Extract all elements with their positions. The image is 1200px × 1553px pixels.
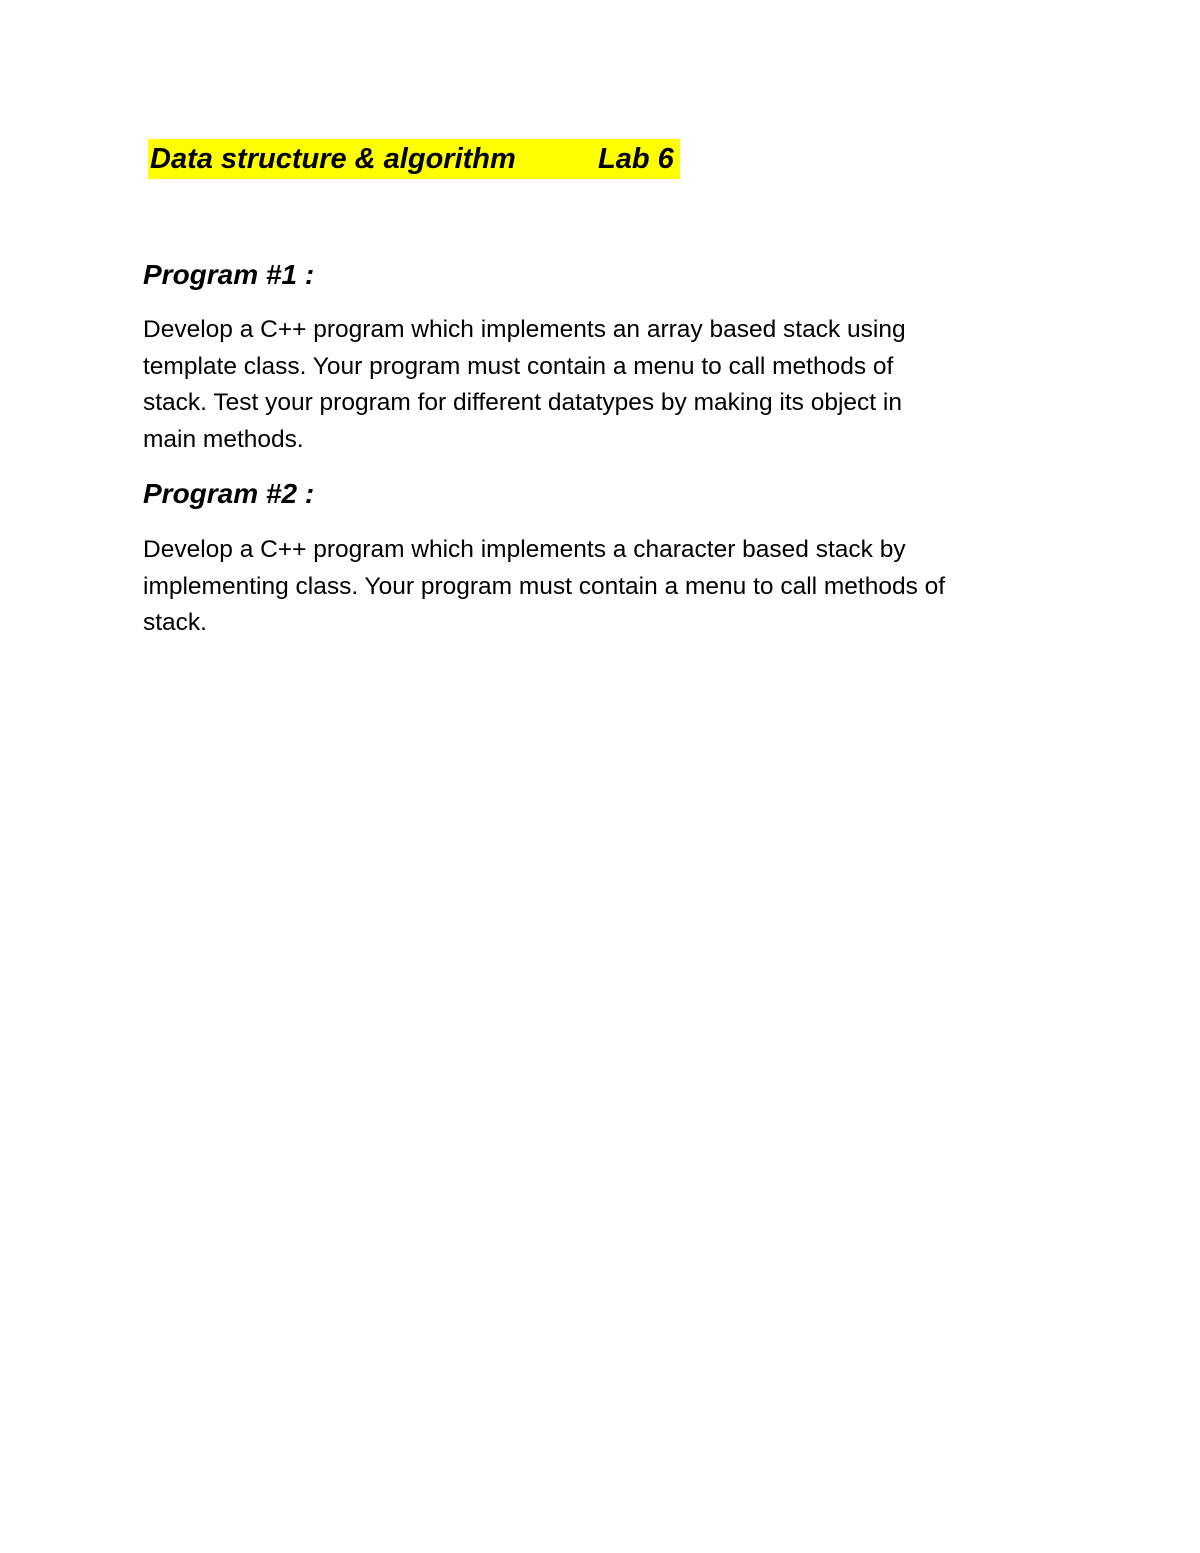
program-2-line: Develop a C++ program which implements a character based stack by (143, 536, 906, 563)
program-2-description (143, 532, 1063, 642)
program-1-heading: Program #1 : (143, 259, 315, 290)
program-2-line: stack. (143, 609, 207, 636)
program-1-line: main methods. (143, 425, 304, 453)
program-2-heading: Program #2 : (143, 478, 315, 509)
document-title: Data structure & algorithm (150, 143, 516, 175)
program-1-line: stack. Test your program for different datatypes by making its object in (143, 389, 902, 416)
program-2-line: implementing class. Your program must contain a menu to call methods of (143, 572, 946, 600)
program-1-line: template class. Your program must contain a menu to call methods of (143, 352, 894, 380)
lab-number: Lab 6 (598, 143, 674, 175)
program-1-line: Develop a C++ program which implements an array based stack using (143, 316, 906, 343)
program-1-description (143, 312, 1063, 458)
